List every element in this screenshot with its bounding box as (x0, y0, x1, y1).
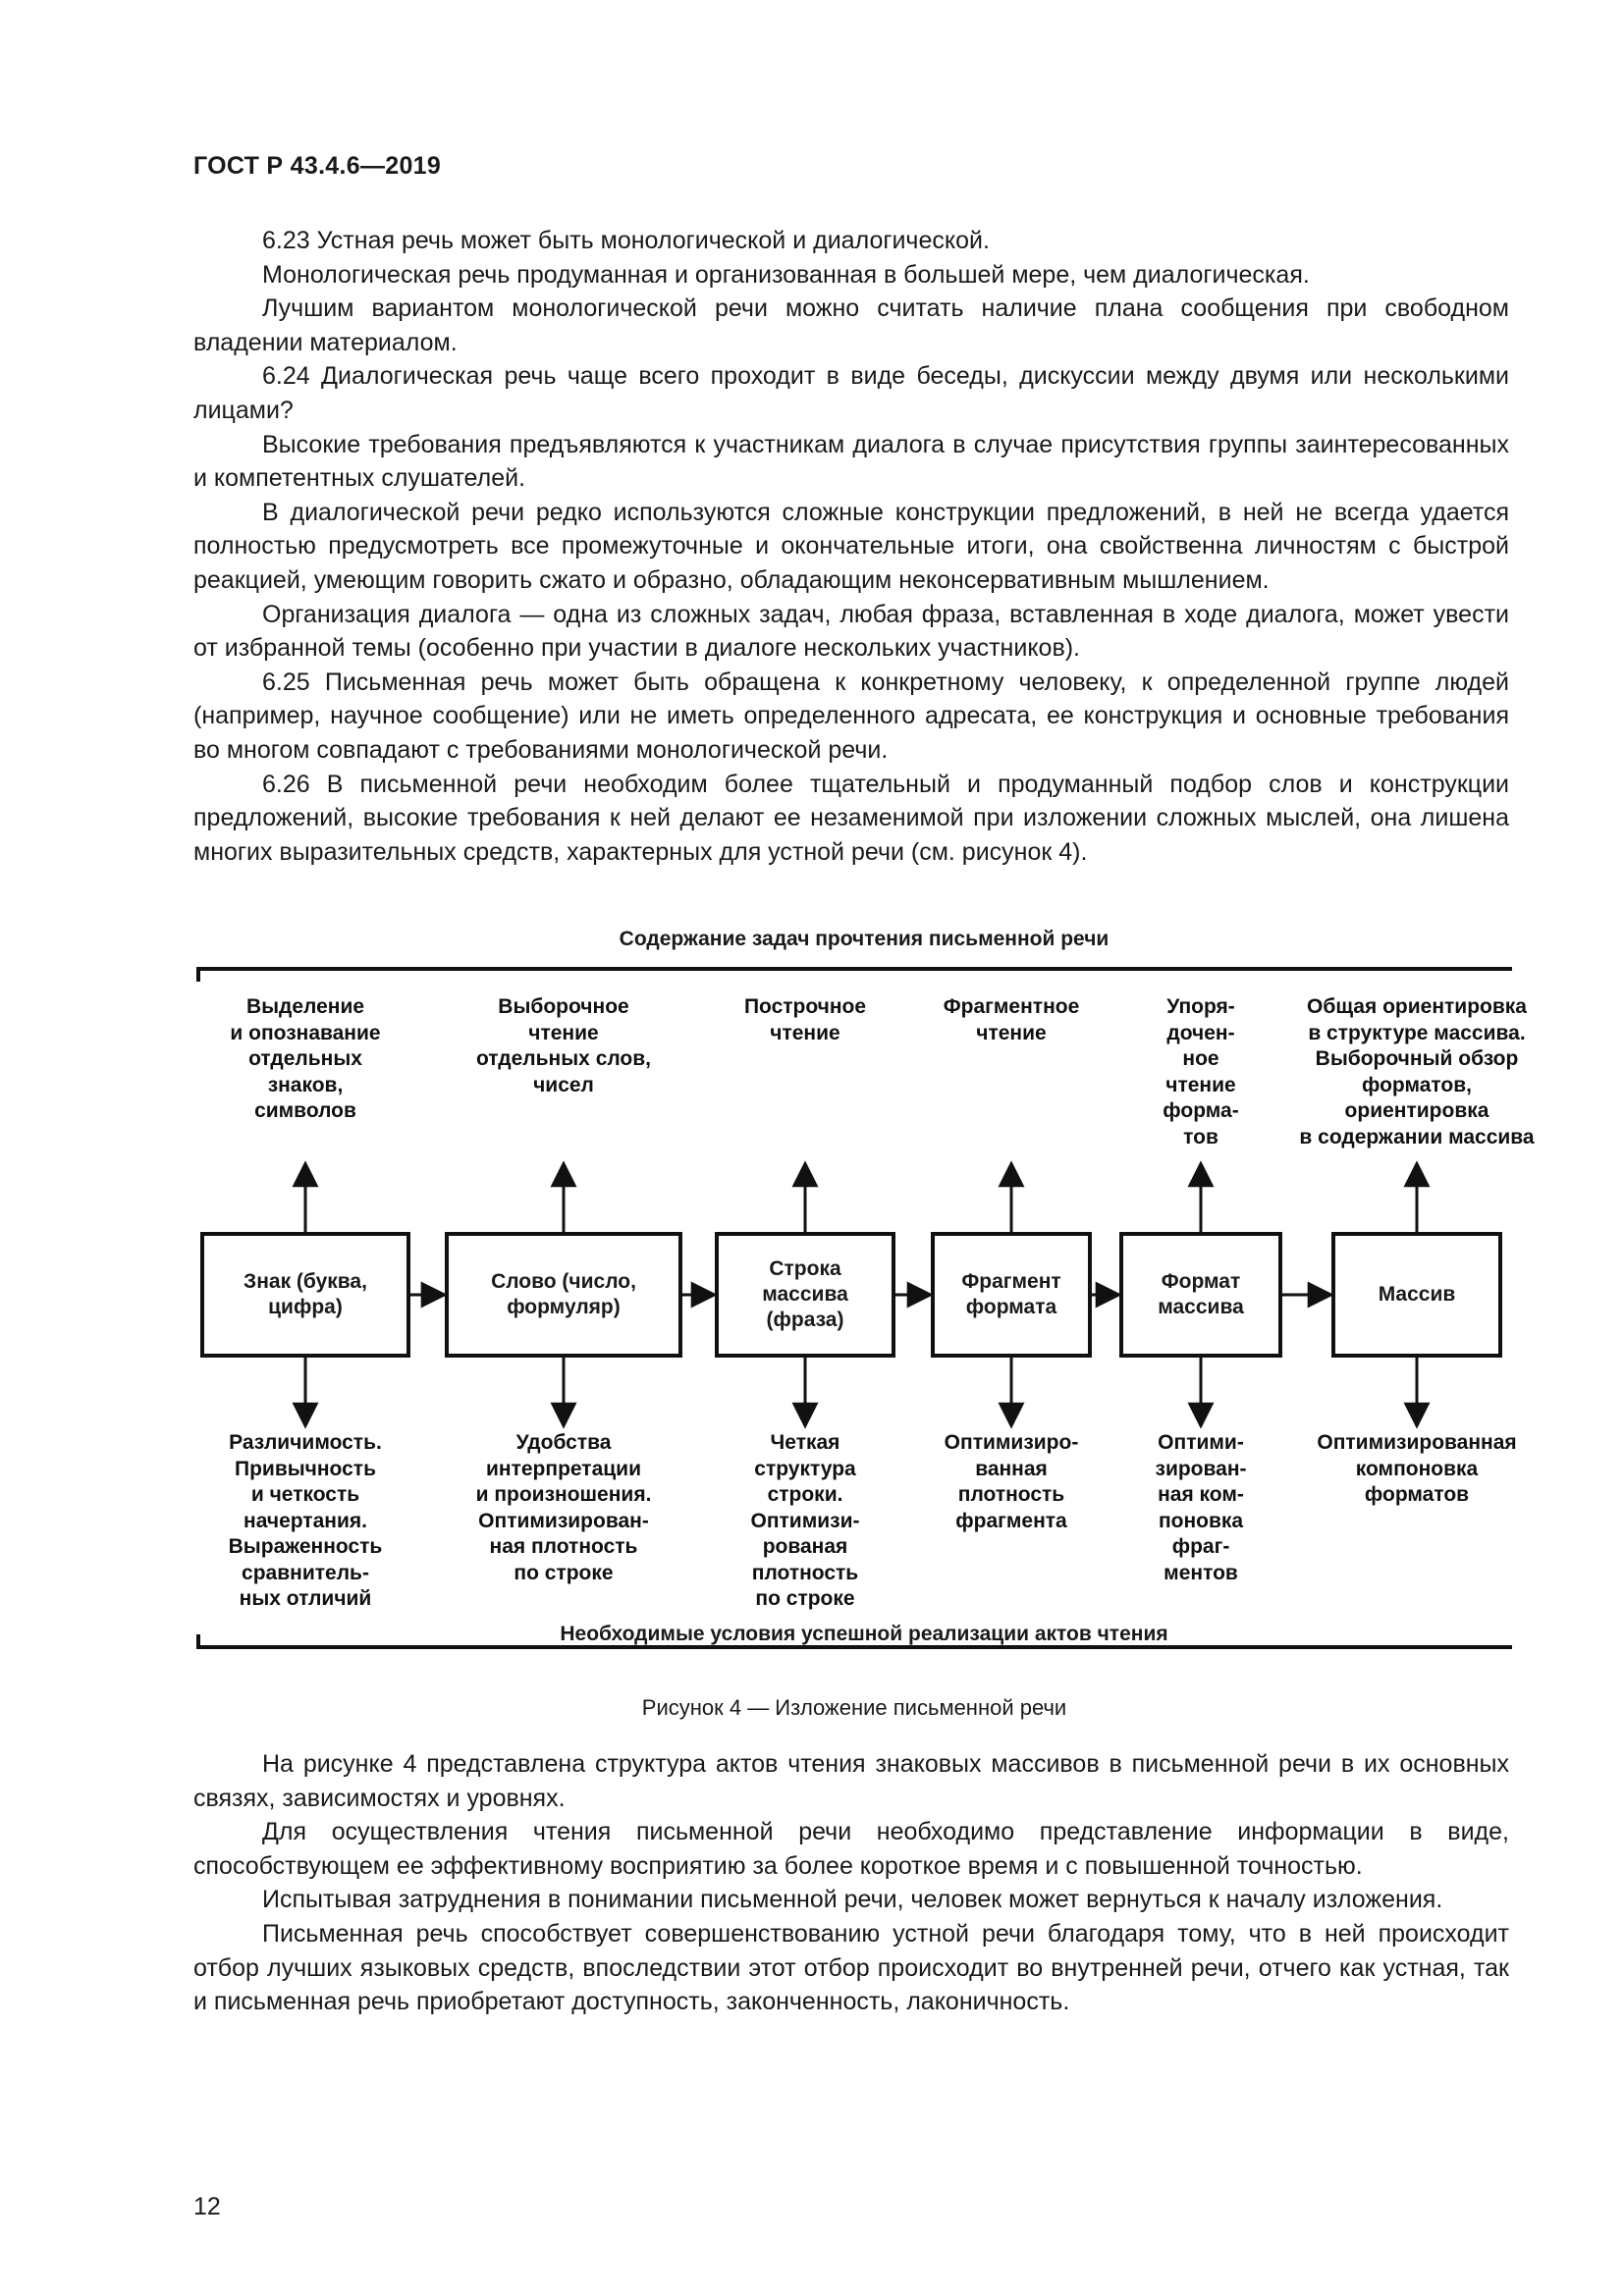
top-label-line: Построчное чтение (743, 995, 867, 1044)
paragraph: 6.25 Письменная речь может быть обращена к конкретному человеку, к определенной группе людей (например, научное сообщение) или не иметь определенного адресата, ее конструкция и основные требования во многом совпадают с требованиями монологической речи. (193, 667, 1509, 764)
paragraph: Высокие требования предъявляются к участникам диалога в случае присутствия группы заинтересованных и компетентных слушателей. (193, 430, 1509, 493)
paragraph: Организация диалога — одна из сложных задач, любая фраза, вставленная в ходе диалога, может увести от избранной темы (особенно при участии в диалоге нескольких участников). (193, 600, 1509, 663)
document-header: ГОСТ Р 43.4.6—2019 (193, 152, 442, 180)
paragraph: Испытывая затруднения в понимании письменной речи, человек может вернуться к началу изложения. (262, 1886, 1443, 1914)
box-label-word: Слово (число, формуляр) (491, 1270, 636, 1318)
top-bracket (198, 969, 1512, 982)
box-label-line: Строка массива (фраза) (762, 1257, 848, 1331)
box-label-sign: Знак (буква, цифра) (244, 1270, 367, 1318)
body-text-top (193, 224, 1509, 869)
paragraph: В диалогической речи редко используются сложные конструкции предложений, в ней не всегда удается полностью предусмотреть все промежуточные и окончательные итоги, она свойственна личностям с быстрой реакцией, умеющим говорить сжато и образно, обладающим неконсервативным мышлением. (193, 498, 1509, 594)
top-label-fragment: Фрагментное чтение (943, 995, 1080, 1044)
bottom-label-format: Оптими- зирован- ная ком- поновка фраг- ментов (1155, 1431, 1247, 1584)
figure-top-title: Содержание задач прочтения письменной речи (619, 928, 1110, 950)
page-number: 12 (193, 2193, 221, 2220)
top-label-sign: Выделение и опознавание отдельных знаков, символов (230, 995, 381, 1122)
paragraph: На рисунке 4 представлена структура актов чтения знаковых массивов в письменной речи в их основных связях, зависимостях и уровнях. (193, 1750, 1509, 1812)
box-label-format: Формат массива (1158, 1270, 1244, 1318)
bottom-label-line: Четкая структура строки. Оптимизи- рованая плотность по строке (750, 1431, 860, 1610)
top-label-word: Выборочное чтение отдельных слов, чисел (475, 995, 652, 1096)
paragraph: Лучшим вариантом монологической речи можно считать наличие плана сообщения при свободном владении материалом. (193, 294, 1509, 356)
paragraph: 6.24 Диалогическая речь чаще всего проходит в виде беседы, дискуссии между двумя или несколькими лицами? (193, 362, 1509, 424)
paragraph: Письменная речь способствует совершенствованию устной речи благодаря тому, что в ней происходит отбор лучших языковых средств, впоследствии этот отбор происходит во внутренней речи, отчего как устная, так и письменная речь приобретают доступность, законченность, лаконичность. (193, 1919, 1509, 2016)
bottom-label-word: Удобства интерпретации и произношения. Оптимизирован- ная плотность по строке (475, 1431, 652, 1584)
figure-reading-structure (187, 928, 1535, 1654)
bottom-label-fragment: Оптимизиро- ванная плотность фрагмента (944, 1431, 1079, 1532)
figure-caption: Рисунок 4 — Изложение письменной речи (641, 1695, 1067, 1720)
box-label-fragment: Фрагмент формата (961, 1270, 1061, 1318)
box-label-array: Массив (1378, 1283, 1456, 1306)
top-label-format: Упоря- дочен- ное чтение форма- тов (1163, 995, 1239, 1148)
paragraph: 6.26 В письменной речи необходим более тщательный и продуманный подбор слов и конструкции предложений, высокие требования к ней делают ее незаменимой при изложении сложных мыслей, она лишена многих выразительных средств, характерных для устной речи (см. рисунок 4). (193, 770, 1509, 866)
body-text-bottom (193, 1747, 1509, 2019)
paragraph: Монологическая речь продуманная и организованная в большей мере, чем диалогическая. (262, 260, 1310, 289)
bottom-label-array: Оптимизированная компоновка форматов (1317, 1431, 1517, 1506)
figure-bottom-title: Необходимые условия успешной реализации актов чтения (560, 1623, 1168, 1645)
bottom-label-sign: Различимость. Привычность и четкость начертания. Выраженность сравнитель- ных отличий (228, 1431, 383, 1610)
paragraph: 6.23 Устная речь может быть монологической и диалогической. (262, 227, 990, 254)
paragraph: Для осуществления чтения письменной речи необходимо представление информации в виде, способствующем ее эффективному восприятию за более короткое время и с повышенной точностью. (193, 1818, 1509, 1880)
top-label-array: Общая ориентировка в структуре массива. Выборочный обзор форматов, ориентировка в содержании массива (1299, 995, 1535, 1148)
